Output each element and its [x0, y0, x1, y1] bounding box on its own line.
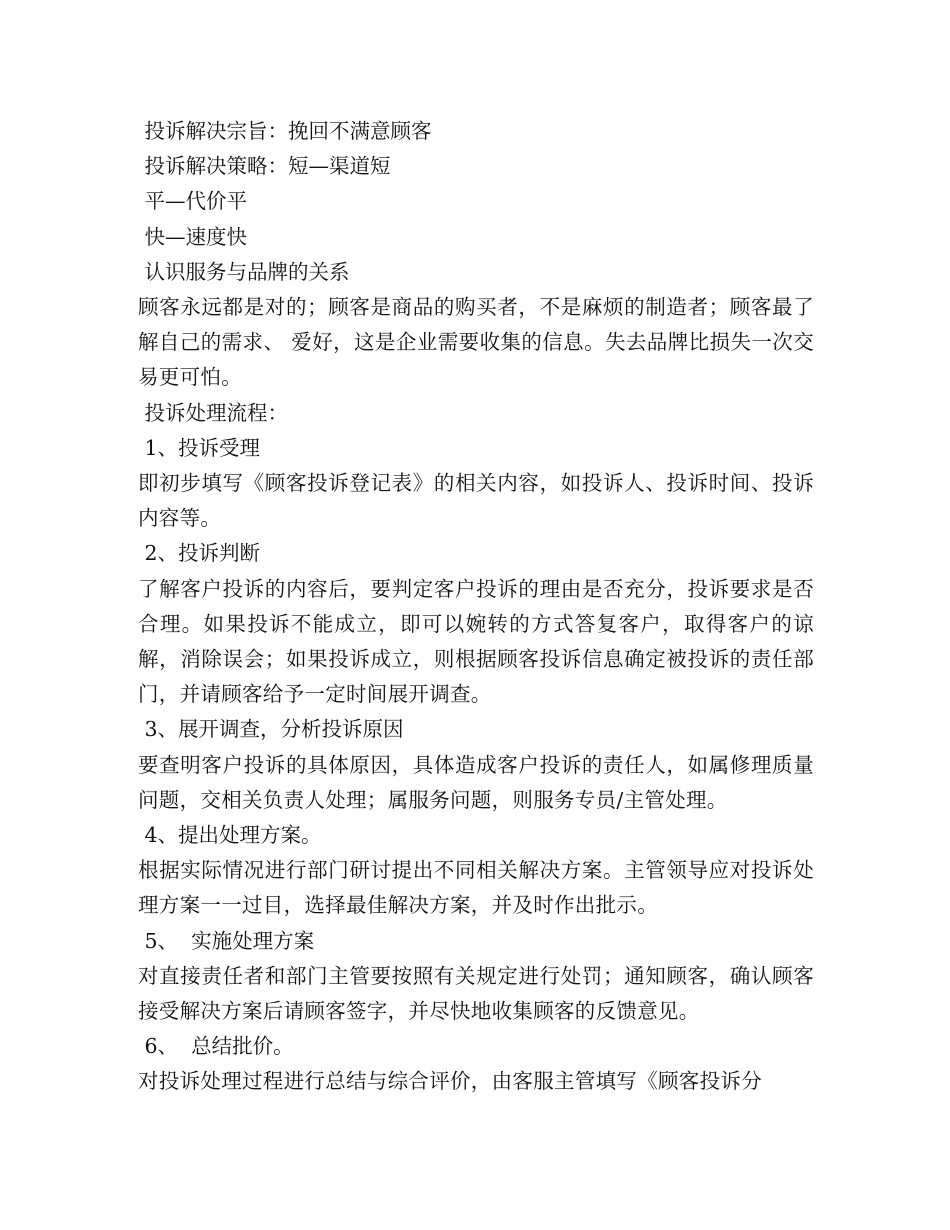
step3-title: 3、展开调查，分析投诉原因 [138, 717, 404, 742]
step4-body: 根据实际情况进行部门研讨提出不同相关解决方案。主管领导应对投诉处理方案一一过目，选择最佳解决方案，并及时作出批示。 [138, 858, 814, 918]
step3-body: 要查明客户投诉的具体原因，具体造成客户投诉的责任人，如属修理质量问题，交相关负责人处理；属服务问题，则服务专员/主管处理。 [138, 752, 814, 812]
step4-title: 4、提出处理方案。 [138, 822, 322, 847]
document-page [138, 114, 814, 1100]
step6-title: 6、 总结批价。 [138, 1034, 294, 1059]
step6-body: 对投诉处理过程进行总结与综合评价，由客服主管填写《顾客投诉分 [138, 1069, 762, 1094]
step5-body: 对直接责任者和部门主管要按照有关规定进行处罚；通知顾客，确认顾客接受解决方案后请顾客签字，并尽快地收集顾客的反馈意见。 [138, 963, 814, 1023]
complaint-strategy-line: 投诉解决策略：短—渠道短 [138, 154, 391, 179]
complaint-purpose-line: 投诉解决宗旨：挽回不满意顾客 [138, 119, 432, 143]
step1-body: 即初步填写《顾客投诉登记表》的相关内容，如投诉人、投诉时间、投诉内容等。 [138, 470, 814, 531]
step2-title: 2、投诉判断 [138, 541, 261, 566]
strategy-price-line: 平—代价平 [138, 189, 248, 214]
strategy-speed-line: 快—速度快 [138, 224, 248, 249]
step2-body: 了解客户投诉的内容后，要判定客户投诉的理由是否充分，投诉要求是否合理。如果投诉不能成立，即可以婉转的方式答复客户，取得客户的谅解，消除误会；如果投诉成立，则根据顾客投诉信息确定被投诉的责任部门，并请顾客给予一定时间展开调查。 [138, 576, 814, 707]
step1-title: 1、投诉受理 [138, 435, 261, 460]
step5-title: 5、 实施处理方案 [138, 928, 315, 953]
service-brand-heading: 认识服务与品牌的关系 [138, 259, 350, 284]
customer-paragraph: 顾客永远都是对的；顾客是商品的购买者，不是麻烦的制造者；顾客最了解自己的需求、 爱好，这是企业需要收集的信息。失去品牌比损失一次交易更可怕。 [138, 294, 814, 390]
process-title: 投诉处理流程： [138, 400, 289, 425]
